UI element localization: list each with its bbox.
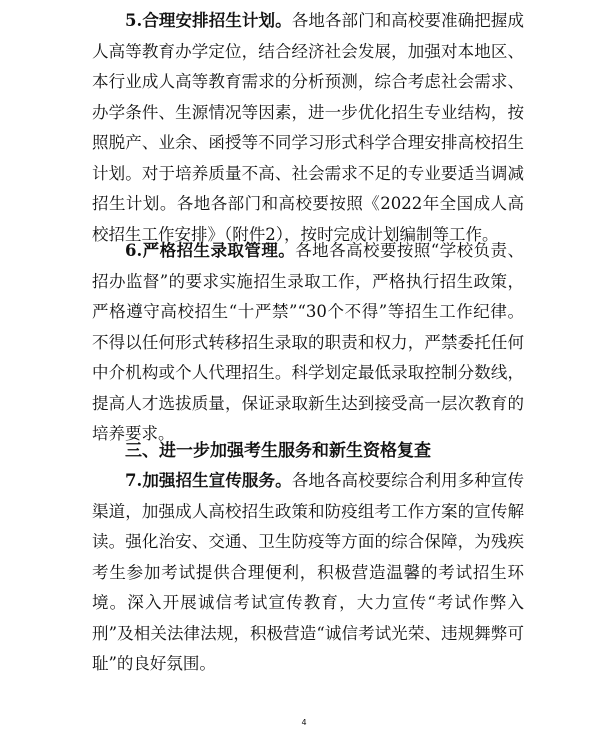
paragraph-lead: 7.加强招生宣传服务。 (125, 471, 292, 490)
paragraph-item-6 (92, 236, 524, 450)
paragraph-text: 各地各高校要综合利用多种宣传渠道，加强成人高校招生政策和防疫组考工作方案的宣传解读。强化治安、交通、卫生防疫等方面的综合保障，为残疾考生参加考试提供合理便利，积极营造温馨的考试招生环境。深入开展诚信考试宣传教育，大力宣传“考试作弊入刑”及相关法律法规，积极营造“诚信考试光荣、违规舞弊可耻”的良好氛围。 (92, 471, 524, 673)
paragraph-item-7 (92, 466, 524, 680)
paragraph-lead: 5.合理安排招生计划。 (125, 11, 292, 30)
paragraph-item-5 (92, 6, 524, 250)
paragraph-text: 各地各高校要按照“学校负责、招办监督”的要求实施招生录取工作，严格执行招生政策，严格遵守高校招生“十严禁”“30个不得”等招生工作纪律。不得以任何形式转移招生录取的职责和权力，严禁委托任何中介机构或个人代理招生。科学划定最低录取控制分数线，提高人才选拔质量，保证录取新生达到接受高一层次教育的培养要求。 (92, 241, 524, 443)
paragraph-text: 各地各部门和高校要准确把握成人高等教育办学定位，结合经济社会发展，加强对本地区、本行业成人高等教育需求的分析预测，综合考虑社会需求、办学条件、生源情况等因素，进一步优化招生专业结构，按照脱产、业余、函授等不同学习形式科学合理安排高校招生计划。对于培养质量不高、社会需求不足的专业要适当调减招生计划。各地各部门和高校要按照《2022年全国成人高校招生工作安排》（附件2），按时完成计划编制等工作。 (92, 11, 524, 244)
paragraph-lead: 6.严格招生录取管理。 (125, 241, 296, 260)
page-number: 4 (301, 718, 307, 727)
section-heading: 三、进一步加强考生服务和新生资格复查 (125, 441, 431, 461)
